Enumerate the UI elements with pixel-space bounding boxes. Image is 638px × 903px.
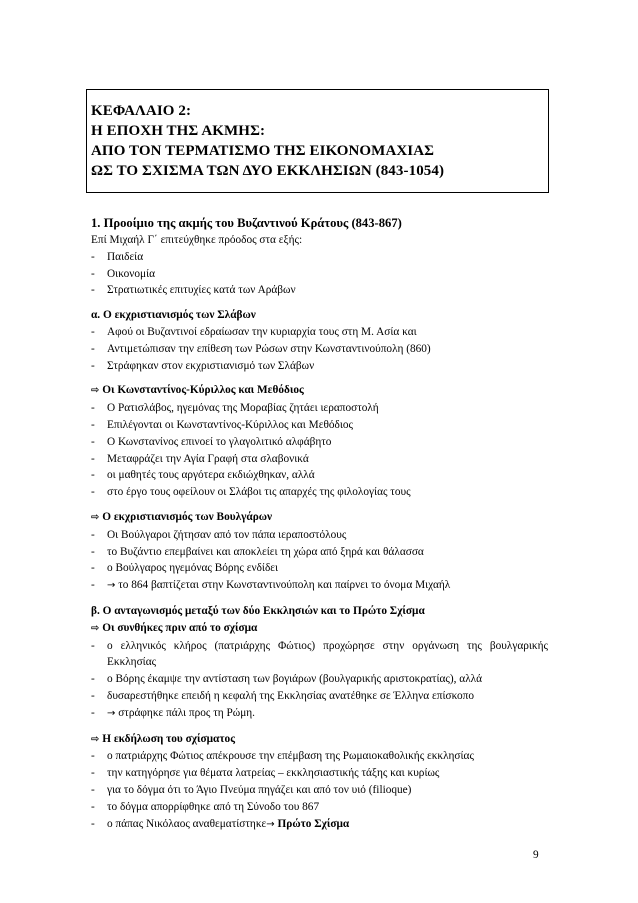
list-item: - ο πάπας Νικόλαος αναθεματίστηκε→ Πρώτο Σχίσμα xyxy=(91,817,350,830)
list-item: - → το 864 βαπτίζεται στην Κωνσταντινούπολη και παίρνει το όνομα Μιχαήλ xyxy=(91,579,451,592)
list-item: - για το δόγμα ότι το Άγιο Πνεύμα πηγάζει και από τον υιό (filioque) xyxy=(91,783,412,796)
subsection-heading: α. Ο εκχριστιανισμός των Σλάβων xyxy=(91,309,256,322)
chapter-line: Η ΕΠΟΧΗ ΤΗΣ ΑΚΜΗΣ: xyxy=(91,123,266,139)
arrow-right-icon: ⇨ xyxy=(91,511,100,523)
list-item: - δυσαρεστήθηκε επειδή η κεφαλή της Εκκλησίας ανατέθηκε σε Έλληνα επίσκοπο xyxy=(91,689,475,702)
subsection-heading: ⇨ Ο εκχριστιανισμός των Βουλγάρων xyxy=(91,510,273,523)
page-number: 9 xyxy=(533,849,539,861)
list-item: - ο πατριάρχης Φώτιος απέκρουσε την επέμβαση της Ρωμαιοκαθολικής εκκλησίας xyxy=(91,750,474,763)
chapter-line: ΚΕΦΑΛΑΙΟ 2: xyxy=(91,103,192,119)
list-item: - Αφού οι Βυζαντινοί εδραίωσαν την κυριαρχία τους στη Μ. Ασία και xyxy=(91,325,417,338)
list-item: - Ο Ρατισλάβος, ηγεμόνας της Μοραβίας ζητάει ιεραποστολή xyxy=(91,402,379,415)
list-item: - ο Βούλγαρος ηγεμόνας Βόρης ενδίδει xyxy=(91,562,279,575)
list-item: - Στράφηκαν στον εκχριστιανισμό των Σλάβων xyxy=(91,359,315,372)
chapter-line: ΑΠΟ ΤΟΝ ΤΕΡΜΑΤΙΣΜΟ ΤΗΣ ΕΙΚΟΝΟΜΑΧΙΑΣ xyxy=(91,143,435,159)
list-item: - ο ελληνικός κλήρος (πατριάρχης Φώτιος) προχώρησε στην οργάνωση της βουλγαρικής Εκκλησίας xyxy=(91,639,548,669)
arrow-right-icon: ⇨ xyxy=(91,385,100,397)
subsection-heading: β. Ο ανταγωνισμός μεταξύ των δύο Εκκλησιών και το Πρώτο Σχίσμα xyxy=(91,604,425,617)
list-item: - το δόγμα απορρίφθηκε από τη Σύνοδο του 867 xyxy=(91,800,320,813)
list-item: - Ο Κωνστανίνος επινοεί το γλαγολιτικό αλφάβητο xyxy=(91,435,332,448)
arrow-icon: → xyxy=(107,580,116,592)
chapter-title xyxy=(91,101,549,181)
list-item: - Στρατιωτικές επιτυχίες κατά των Αράβων xyxy=(91,284,296,297)
list-item: - Οι Βούλγαροι ζήτησαν από τον πάπα ιεραποστόλους xyxy=(91,528,347,541)
chapter-line: ΩΣ ΤΟ ΣΧΙΣΜΑ ΤΩΝ ΔΥΟ ΕΚΚΛΗΣΙΩΝ (843-1054) xyxy=(91,163,445,179)
list-item: - Αντιμετώπισαν την επίθεση των Ρώσων στην Κωνσταντινούπολη (860) xyxy=(91,342,431,355)
subsection-heading: ⇨ Η εκδήλωση του σχίσματος xyxy=(91,732,235,745)
list-item: - Μεταφράζει την Αγία Γραφή στα σλαβονικά xyxy=(91,452,309,465)
subsection-heading: ⇨ Οι συνθήκες πριν από το σχίσμα xyxy=(91,621,258,634)
page-content xyxy=(91,214,548,833)
arrow-icon: → xyxy=(107,707,116,719)
arrow-icon: → xyxy=(266,818,275,830)
arrow-right-icon: ⇨ xyxy=(91,622,100,634)
list-item: - στο έργο τους οφείλουν οι Σλάβοι τις απαρχές της φιλολογίας τους xyxy=(91,486,411,499)
list-item: - οι μαθητές τους αργότερα εκδιώχθηκαν, αλλά xyxy=(91,469,315,482)
list-item: - το Βυζάντιο επεμβαίνει και αποκλείει τη χώρα από ξηρά και θάλασσα xyxy=(91,545,424,558)
list-item: - Οικονομία xyxy=(91,267,156,280)
list-item: - την κατηγόρησε για θέματα λατρείας – εκκλησιαστικής τάξης και κυρίως xyxy=(91,767,440,780)
list-item: - Παιδεία xyxy=(91,250,144,263)
list-item: - ο Βόρης έκαμψε την αντίσταση των βογιάρων (βουλγαρικής αριστοκρατίας), αλλά xyxy=(91,673,483,686)
subsection-heading: ⇨ Οι Κωνσταντίνος-Κύριλλος και Μεθόδιος xyxy=(91,384,304,397)
arrow-right-icon: ⇨ xyxy=(91,733,100,745)
list-item: - → στράφηκε πάλι προς τη Ρώμη. xyxy=(91,706,255,719)
list-item: - Επιλέγονται οι Κωνσταντίνος-Κύριλλος και Μεθόδιος xyxy=(91,418,353,431)
section-heading: 1. Προοίμιο της ακμής του Βυζαντινού Κράτους (843-867) xyxy=(91,216,402,230)
intro-text: Επί Μιχαήλ Γ΄ επιτεύχθηκε πρόοδος στα εξής: xyxy=(91,234,303,246)
